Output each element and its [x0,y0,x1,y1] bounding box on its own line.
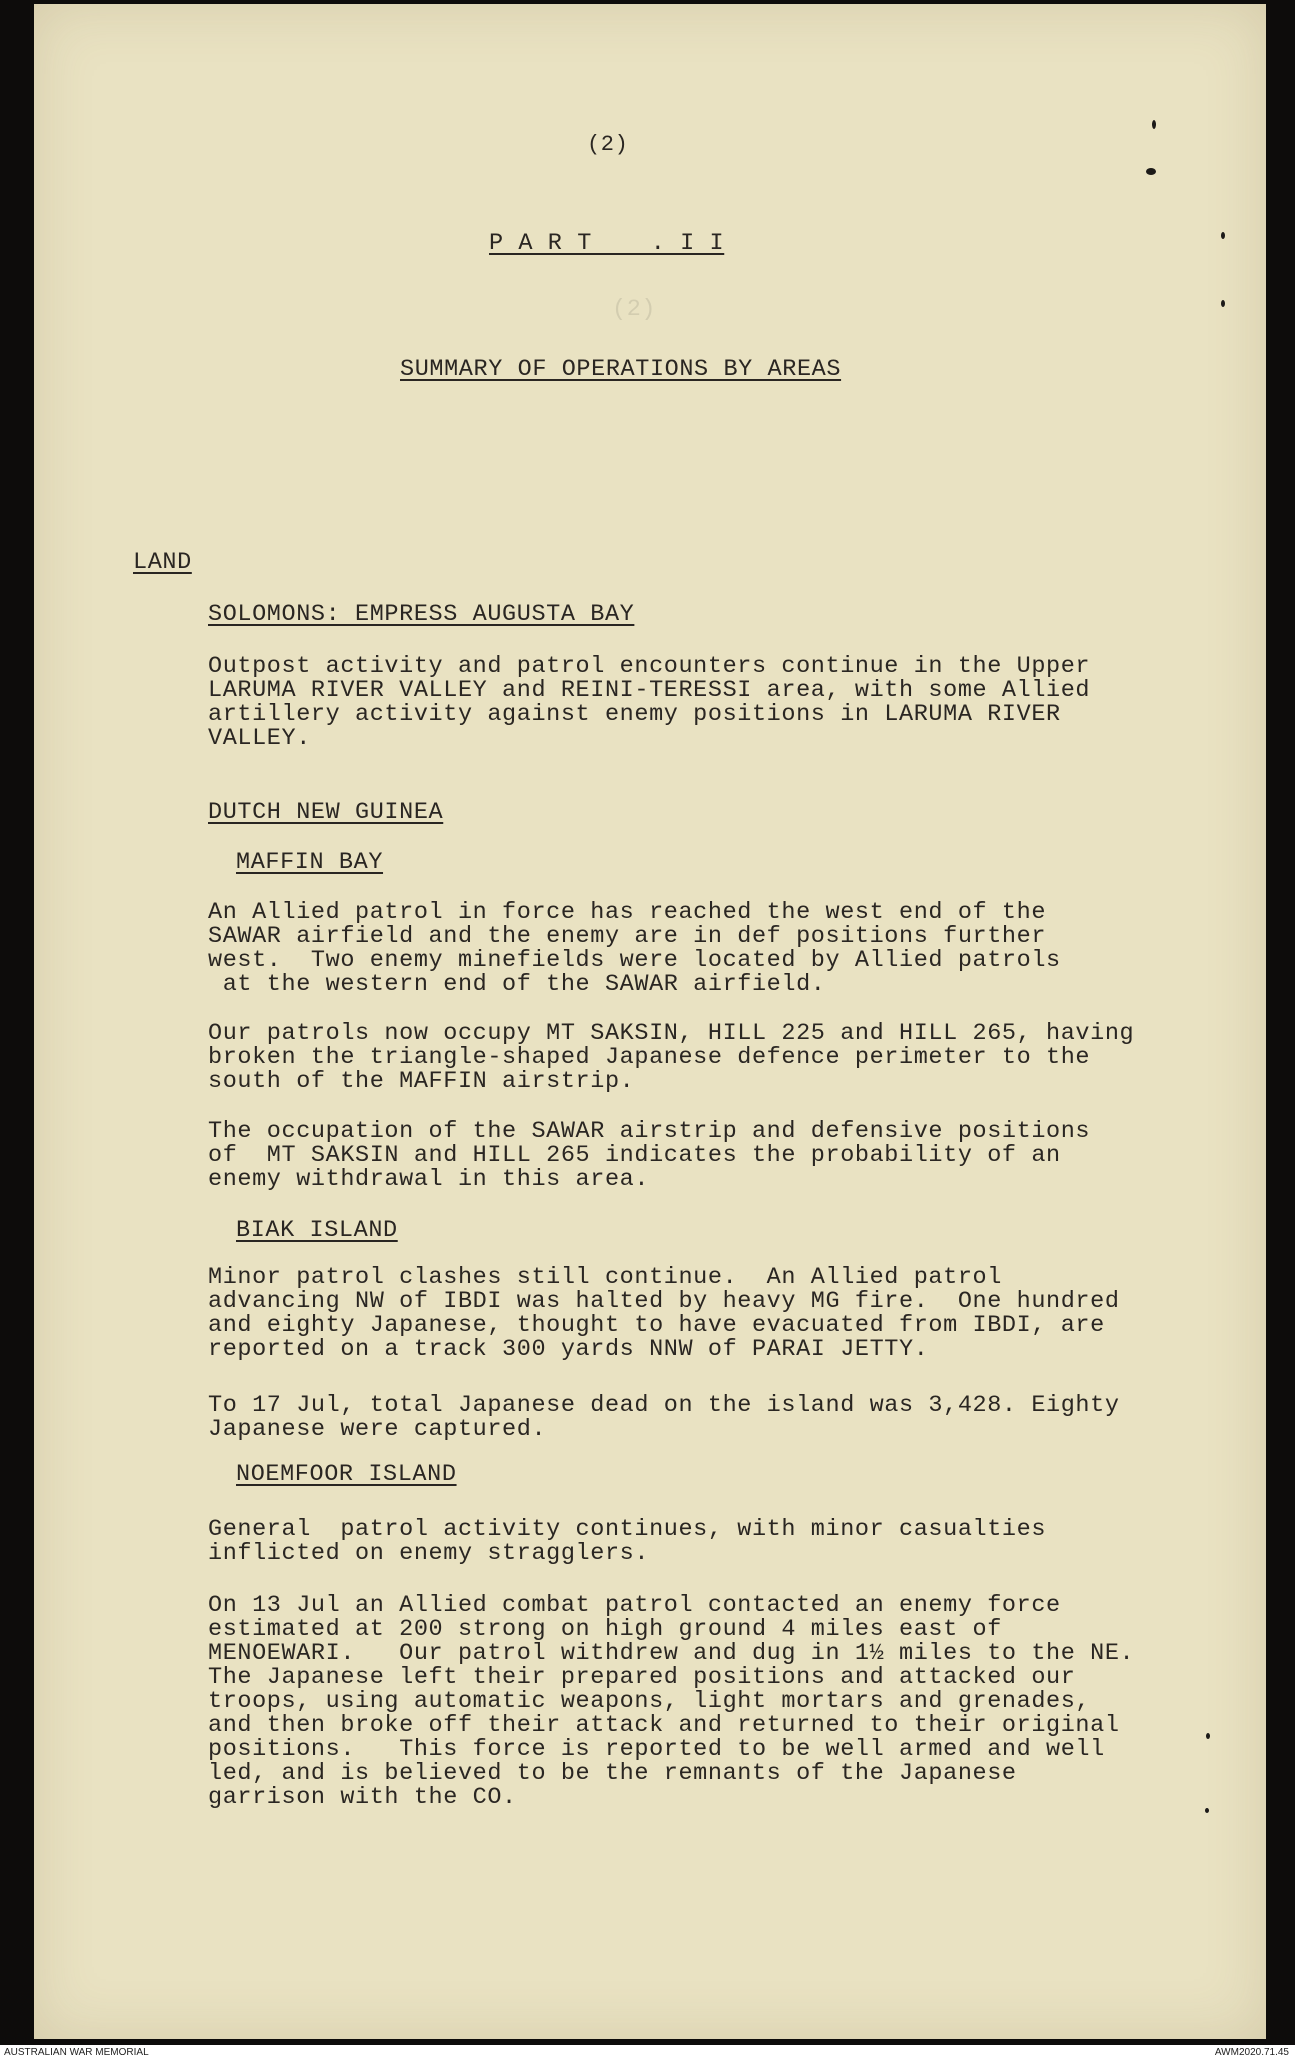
ink-speck [1146,168,1156,175]
text-line: advancing NW of IBDI was halted by heavy MG fire. One hundred [208,1288,1120,1315]
archive-name: AUSTRALIAN WAR MEMORIAL [4,2047,149,2058]
text-line: broken the triangle-shaped Japanese defence perimeter to the [208,1044,1091,1071]
summary-heading: SUMMARY OF OPERATIONS BY AREAS [400,356,842,383]
text-line: VALLEY. [208,725,311,752]
dutch-new-guinea-heading: DUTCH NEW GUINEA [208,799,444,826]
text-line: and then broke off their attack and returned to their original [208,1712,1120,1739]
text-line: Our patrols now occupy MT SAKSIN, HILL 225 and HILL 265, having [208,1020,1135,1047]
text-line: To 17 Jul, total Japanese dead on the island was 3,428. Eighty [208,1392,1120,1419]
text-line: artillery activity against enemy positions in LARUMA RIVER [208,701,1061,728]
ink-speck [1206,1733,1210,1739]
text-line: estimated at 200 strong on high ground 4 miles east of [208,1616,1002,1643]
text-line: Minor patrol clashes still continue. An Allied patrol [208,1264,1002,1291]
text-line: On 13 Jul an Allied combat patrol contacted an enemy force [208,1592,1061,1619]
text-line: positions. This force is reported to be well armed and well [208,1736,1105,1763]
text-line: of MT SAKSIN and HILL 265 indicates the probability of an [208,1142,1061,1169]
ink-speck [1205,1808,1209,1813]
text-line: south of the MAFFIN airstrip. [208,1068,635,1095]
text-line: enemy withdrawal in this area. [208,1166,650,1193]
text-line: led, and is believed to be the remnants of the Japanese [208,1760,1017,1787]
text-line: General patrol activity continues, with minor casualties [208,1516,1047,1543]
maffin-bay-heading: MAFFIN BAY [236,849,384,876]
archive-reference: AWM2020.71.45 [1214,2047,1289,2058]
text-line: The Japanese left their prepared positions and attacked our [208,1664,1076,1691]
text-line: garrison with the CO. [208,1784,517,1811]
ink-speck [1152,120,1156,129]
text-line: Outpost activity and patrol encounters continue in the Upper [208,653,1091,680]
page-number: (2) [587,132,629,157]
part-heading: P A R T . I I [489,230,725,257]
text-line: west. Two enemy minefields were located by Allied patrols [208,947,1061,974]
text-line: The occupation of the SAWAR airstrip and defensive positions [208,1118,1091,1145]
text-line: Japanese were captured. [208,1416,547,1443]
text-line: and eighty Japanese, thought to have evacuated from IBDI, are [208,1312,1105,1339]
text-line: SAWAR airfield and the enemy are in def positions further [208,923,1047,950]
archive-footer [0,2045,1295,2061]
text-line: troops, using automatic weapons, light mortars and grenades, [208,1688,1091,1715]
ink-speck [1221,232,1225,239]
text-line: An Allied patrol in force has reached the west end of the [208,899,1047,926]
land-heading: LAND [133,549,192,576]
text-line: reported on a track 300 yards NNW of PARAI JETTY. [208,1336,929,1363]
text-line: at the western end of the SAWAR airfield. [208,971,826,998]
text-line: inflicted on enemy stragglers. [208,1540,650,1567]
show-through-number: (2) [612,296,657,323]
text-line: LARUMA RIVER VALLEY and REINI-TERESSI area, with some Allied [208,677,1091,704]
noemfoor-island-heading: NOEMFOOR ISLAND [236,1461,457,1488]
text-line: MENOEWARI. Our patrol withdrew and dug in 1½ miles to the NE. [208,1640,1135,1667]
biak-island-heading: BIAK ISLAND [236,1217,398,1244]
ink-speck [1221,300,1225,307]
solomons-heading: SOLOMONS: EMPRESS AUGUSTA BAY [208,601,635,628]
